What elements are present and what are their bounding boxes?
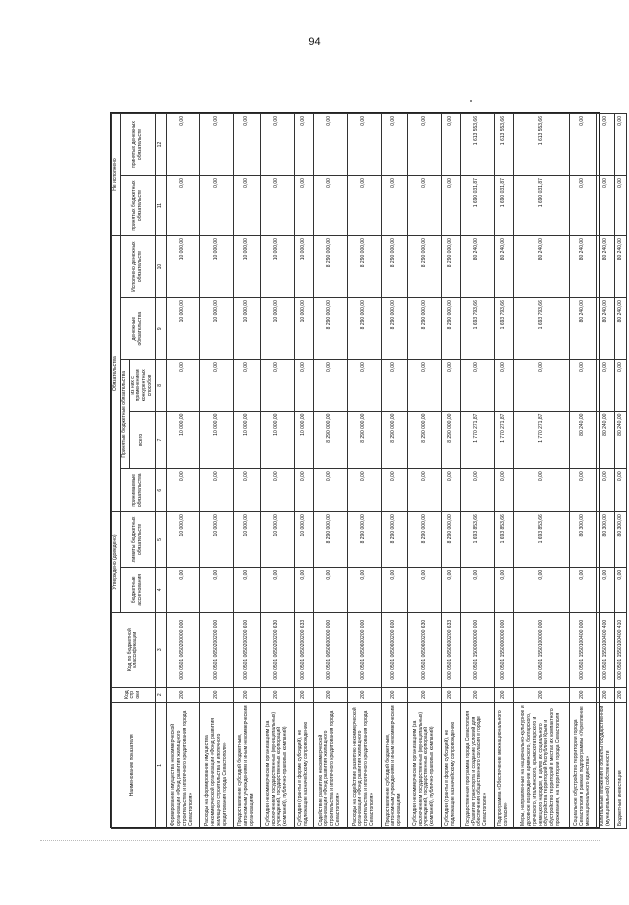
row-value-cell: 80 240,00	[494, 236, 513, 298]
table-row	[313, 114, 347, 829]
row-value-cell: 0,00	[294, 360, 313, 411]
header-approved: Утверждено (доведено)	[112, 512, 121, 613]
row-name-cell: Субсидии (гранты в форме субсидий), не подлежащие казначейскому сопровождению	[294, 702, 313, 828]
row-value-cell: 10 000,00	[200, 236, 234, 298]
row-value-cell: 1 690 031,87	[460, 176, 494, 236]
report-table-frame	[110, 112, 623, 828]
column-index-cell: 8	[155, 360, 166, 411]
row-value-cell: 0,00	[313, 114, 347, 176]
row-value-cell: 1 770 271,87	[494, 411, 513, 469]
rotated-table-container	[111, 113, 623, 829]
row-value-cell: 0,00	[347, 114, 381, 176]
row-value-cell: 80 300,00	[570, 512, 596, 568]
table-body	[166, 114, 627, 829]
row-value-cell: 0,00	[570, 114, 596, 176]
row-kbk-cell: 000 0501 1550100400 400	[596, 612, 615, 687]
table-row	[200, 114, 234, 829]
header-unfulfilled-monetary: принятых денежных обязательств	[120, 114, 155, 176]
row-value-cell: 80 240,00	[570, 411, 596, 469]
row-code-cell: 200	[166, 687, 200, 702]
row-value-cell: 0,00	[166, 360, 200, 411]
header-obligations: Обязательства	[112, 236, 121, 512]
row-code-cell: 200	[460, 687, 494, 702]
row-value-cell: 8 290 000,00	[407, 236, 441, 298]
row-value-cell: 0,00	[407, 114, 441, 176]
row-value-cell: 0,00	[347, 469, 381, 512]
row-value-cell: 0,00	[441, 360, 460, 411]
row-value-cell: 8 290 000,00	[441, 298, 460, 360]
header-limits: лимиты бюджетных обязательств	[120, 512, 155, 568]
row-value-cell: 0,00	[615, 567, 627, 612]
row-value-cell: 1 613 553,66	[494, 114, 513, 176]
row-value-cell: 10 000,00	[166, 512, 200, 568]
row-code-cell: 200	[234, 687, 260, 702]
row-value-cell: 10 000,00	[234, 236, 260, 298]
row-kbk-cell: 000 0501 0650200200 600	[234, 612, 260, 687]
row-value-cell: 10 000,00	[166, 411, 200, 469]
row-value-cell: 8 290 000,00	[313, 411, 347, 469]
row-value-cell: 0,00	[200, 360, 234, 411]
row-value-cell: 80 240,00	[596, 411, 615, 469]
header-fulfilled: Исполнено денежных обязательств	[120, 236, 155, 298]
row-value-cell: 0,00	[460, 360, 494, 411]
row-value-cell: 0,00	[200, 567, 234, 612]
row-value-cell: 0,00	[596, 360, 615, 411]
row-value-cell: 8 290 000,00	[347, 236, 381, 298]
row-value-cell: 0,00	[381, 114, 407, 176]
row-kbk-cell: 000 0501 0650600000 000	[313, 612, 347, 687]
row-value-cell: 0,00	[166, 567, 200, 612]
row-value-cell: 0,00	[313, 176, 347, 236]
row-value-cell: 1 693 853,66	[494, 512, 513, 568]
page-bottom-rule	[40, 840, 600, 841]
header-unfulfilled: Не исполнено	[112, 114, 121, 236]
row-name-cell: Государственная программа города Севастополя «Развитие транспорта и создание условий для обеспечения общественного согласия в городе Севастополе»	[460, 702, 494, 828]
row-value-cell: 0,00	[260, 176, 294, 236]
row-name-cell: Подпрограмма «Обеспечение межнационального согласия»	[494, 702, 513, 828]
row-code-cell: 200	[347, 687, 381, 702]
row-value-cell: 10 000,00	[260, 298, 294, 360]
column-index-row	[155, 114, 166, 829]
row-value-cell: 8 290 000,00	[313, 298, 347, 360]
row-value-cell: 80 240,00	[596, 236, 615, 298]
row-value-cell: 0,00	[260, 360, 294, 411]
row-value-cell: 10 000,00	[234, 411, 260, 469]
row-value-cell: 10 000,00	[294, 512, 313, 568]
row-value-cell: 0,00	[615, 469, 627, 512]
row-value-cell: 10 000,00	[294, 411, 313, 469]
row-value-cell: 1 693 793,66	[513, 298, 569, 360]
row-value-cell: 80 240,00	[570, 298, 596, 360]
column-index-cell: 4	[155, 567, 166, 612]
row-value-cell: 0,00	[407, 360, 441, 411]
column-index-cell: 10	[155, 236, 166, 298]
row-kbk-cell: 000 0501 0650200200 000	[200, 612, 234, 687]
table-row	[381, 114, 407, 829]
row-value-cell: 8 290 000,00	[381, 512, 407, 568]
row-code-cell: 200	[407, 687, 441, 702]
row-kbk-cell: 000 0501 0650600200 630	[407, 612, 441, 687]
row-value-cell: 0,00	[294, 567, 313, 612]
header-code-budget: Код по бюджетной классификации	[112, 612, 156, 687]
row-value-cell: 8 290 000,00	[381, 298, 407, 360]
row-value-cell: 8 290 000,00	[381, 236, 407, 298]
row-value-cell: 10 000,00	[200, 512, 234, 568]
header-monetary: денежные обязательства	[120, 298, 155, 360]
row-value-cell: 1 693 853,66	[460, 512, 494, 568]
row-value-cell: 0,00	[407, 469, 441, 512]
table-row	[513, 114, 569, 829]
row-value-cell: 0,00	[570, 360, 596, 411]
row-value-cell: 0,00	[441, 469, 460, 512]
row-value-cell: 0,00	[294, 176, 313, 236]
row-value-cell: 0,00	[460, 567, 494, 612]
row-value-cell: 0,00	[513, 567, 569, 612]
table-header	[112, 114, 167, 829]
row-value-cell: 10 000,00	[200, 298, 234, 360]
row-kbk-cell: 000 0501 0650600200 633	[441, 612, 460, 687]
row-value-cell: 0,00	[460, 469, 494, 512]
row-value-cell: 0,00	[615, 176, 627, 236]
table-row	[615, 114, 627, 829]
column-index-cell: 9	[155, 298, 166, 360]
budget-execution-table	[111, 113, 627, 829]
row-value-cell: 80 300,00	[615, 512, 627, 568]
row-value-cell: 0,00	[494, 469, 513, 512]
column-index-cell: 12	[155, 114, 166, 176]
row-code-cell: 200	[596, 687, 615, 702]
row-code-cell: 200	[441, 687, 460, 702]
row-value-cell: 1 693 853,66	[513, 512, 569, 568]
row-value-cell: 0,00	[570, 567, 596, 612]
row-value-cell: 0,00	[200, 176, 234, 236]
row-value-cell: 0,00	[347, 176, 381, 236]
row-value-cell: 0,00	[615, 360, 627, 411]
row-value-cell: 0,00	[615, 114, 627, 176]
row-name-cell: Расходы на формирование имущества некоммерческой организации «Фонд развития жилищного строительства и ипотечного кредитования города Севастополя»	[200, 702, 234, 828]
row-value-cell: 0,00	[166, 469, 200, 512]
row-name-cell: Субсидии (гранты в форме субсидий), не подлежащие казначейскому сопровождению	[441, 702, 460, 828]
row-value-cell: 10 000,00	[166, 236, 200, 298]
row-value-cell: 0,00	[513, 469, 569, 512]
row-value-cell: 0,00	[166, 176, 200, 236]
row-value-cell: 1 693 793,66	[460, 298, 494, 360]
row-value-cell: 8 290 000,00	[347, 411, 381, 469]
row-value-cell: 10 000,00	[234, 298, 260, 360]
row-name-cell: Бюджетные инвестиции	[615, 702, 627, 828]
table-row	[234, 114, 260, 829]
header-name: Наименование показателя	[112, 702, 156, 828]
row-value-cell: 8 290 000,00	[441, 512, 460, 568]
row-value-cell: 8 290 000,00	[407, 411, 441, 469]
row-value-cell: 80 240,00	[615, 411, 627, 469]
row-value-cell: 10 000,00	[260, 236, 294, 298]
header-budget-alloc: бюджетные ассигнования	[120, 567, 155, 612]
row-value-cell: 80 240,00	[615, 236, 627, 298]
row-value-cell: 10 000,00	[200, 411, 234, 469]
column-index-cell: 6	[155, 469, 166, 512]
row-value-cell: 0,00	[260, 469, 294, 512]
row-value-cell: 0,00	[347, 567, 381, 612]
row-value-cell: 0,00	[381, 567, 407, 612]
row-value-cell: 10 000,00	[294, 236, 313, 298]
row-kbk-cell: 000 0501 1500000000 000	[460, 612, 494, 687]
row-value-cell: 10 000,00	[166, 298, 200, 360]
row-value-cell: 0,00	[441, 114, 460, 176]
row-value-cell: 0,00	[234, 176, 260, 236]
row-value-cell: 0,00	[381, 176, 407, 236]
row-value-cell: 80 240,00	[596, 298, 615, 360]
row-value-cell: 0,00	[294, 469, 313, 512]
row-name-cell: Предоставление субсидий бюджетным, автономным учреждениям и иным некоммерческим организациям	[234, 702, 260, 828]
row-code-cell: 200	[381, 687, 407, 702]
row-kbk-cell: 000 0501 1550100400 410	[615, 612, 627, 687]
table-row	[596, 114, 615, 829]
row-value-cell: 1 690 031,87	[494, 176, 513, 236]
table-row	[494, 114, 513, 829]
row-value-cell: 1 613 553,66	[460, 114, 494, 176]
row-value-cell: 0,00	[200, 469, 234, 512]
row-value-cell: 80 240,00	[513, 236, 569, 298]
table-row	[294, 114, 313, 829]
row-value-cell: 0,00	[596, 176, 615, 236]
column-index-cell: 7	[155, 411, 166, 469]
row-value-cell: 8 290 000,00	[407, 512, 441, 568]
row-value-cell: 8 290 000,00	[313, 512, 347, 568]
row-value-cell: 8 290 000,00	[347, 512, 381, 568]
row-value-cell: 1 693 793,66	[494, 298, 513, 360]
row-kbk-cell: 000 0501 1550100400 000	[570, 612, 596, 687]
row-kbk-cell: 000 0501 0650600200 600	[381, 612, 407, 687]
row-name-cell: Капитальные вложения в объекты государственной (муниципальной) собственности	[596, 702, 615, 828]
row-value-cell: 80 240,00	[570, 236, 596, 298]
row-code-cell: 200	[615, 687, 627, 702]
row-value-cell: 0,00	[166, 114, 200, 176]
row-value-cell: 0,00	[441, 567, 460, 612]
table-row	[460, 114, 494, 829]
row-value-cell: 0,00	[347, 360, 381, 411]
row-value-cell: 1 613 553,66	[513, 114, 569, 176]
header-accepted-total: всего	[129, 411, 155, 469]
row-value-cell: 1 770 271,87	[460, 411, 494, 469]
row-value-cell: 0,00	[570, 176, 596, 236]
table-row	[570, 114, 596, 829]
row-name-cell: Субсидии некоммерческим организациям (за исключением государственных (муниципальных) учреждений, государственных корпораций (компаний), публично-правовых компаний)	[407, 702, 441, 828]
row-value-cell: 0,00	[494, 567, 513, 612]
row-value-cell: 1 690 031,87	[513, 176, 569, 236]
row-value-cell: 8 290 000,00	[441, 236, 460, 298]
row-code-cell: 200	[513, 687, 569, 702]
row-name-cell: Формирование имущества некоммерческой организации «Фонд развития жилищного строительства и ипотечного кредитования города Севастополя»	[166, 702, 200, 828]
header-accepted-competitive: из них с применением конкурентных способов	[129, 360, 155, 411]
row-kbk-cell: 000 0501 0650200200 630	[260, 612, 294, 687]
row-kbk-cell: 000 0501 0650200200 633	[294, 612, 313, 687]
row-value-cell: 10 000,00	[234, 512, 260, 568]
row-name-cell: Содействие развитию некоммерческой организации «Фонд развития жилищного строительства и ипотечного кредитования города Севастополя»	[313, 702, 347, 828]
row-value-cell: 80 300,00	[596, 512, 615, 568]
row-value-cell: 0,00	[234, 567, 260, 612]
row-value-cell: 0,00	[234, 360, 260, 411]
row-value-cell: 8 290 000,00	[441, 411, 460, 469]
row-value-cell: 0,00	[570, 469, 596, 512]
row-value-cell: 0,00	[260, 567, 294, 612]
header-accepted-obl: принимаемые обязательства	[120, 469, 155, 512]
row-value-cell: 0,00	[596, 114, 615, 176]
row-code-cell: 200	[494, 687, 513, 702]
row-value-cell: 8 290 000,00	[347, 298, 381, 360]
row-value-cell: 10 000,00	[294, 298, 313, 360]
table-row	[407, 114, 441, 829]
row-code-cell: 200	[313, 687, 347, 702]
row-value-cell: 10 000,00	[260, 411, 294, 469]
row-value-cell: 0,00	[313, 360, 347, 411]
row-value-cell: 0,00	[441, 176, 460, 236]
row-code-cell: 200	[294, 687, 313, 702]
row-value-cell: 8 290 000,00	[407, 298, 441, 360]
row-name-cell: Субсидии некоммерческим организациям (за исключением государственных (муниципальных) учреждений, государственных корпораций (компаний), публично-правовых компаний)	[260, 702, 294, 828]
row-value-cell: 0,00	[294, 114, 313, 176]
row-value-cell: 0,00	[596, 567, 615, 612]
row-code-cell: 200	[570, 687, 596, 702]
header-accepted-budget: Принятые бюджетные обязательства	[120, 360, 129, 469]
scan-artifact	[470, 100, 472, 102]
row-value-cell: 0,00	[494, 360, 513, 411]
row-value-cell: 8 290 000,00	[313, 236, 347, 298]
row-value-cell: 0,00	[407, 567, 441, 612]
row-kbk-cell: 000 0501 1550100000 000	[513, 612, 569, 687]
row-kbk-cell: 000 0501 1550000000 000	[494, 612, 513, 687]
row-value-cell: 0,00	[407, 176, 441, 236]
row-value-cell: 0,00	[313, 469, 347, 512]
row-value-cell: 0,00	[513, 360, 569, 411]
row-kbk-cell: 000 0501 0650200000 000	[166, 612, 200, 687]
table-row	[260, 114, 294, 829]
row-name-cell: Расходы на содействие развитию некоммерческой организации «Фонд развития жилищного строительства и ипотечного кредитования города Севастополя»	[347, 702, 381, 828]
page-number: 94	[308, 36, 321, 48]
row-kbk-cell: 000 0501 0650600200 000	[347, 612, 381, 687]
table-row	[347, 114, 381, 829]
table-row	[166, 114, 200, 829]
row-value-cell: 1 770 271,87	[513, 411, 569, 469]
table-row	[441, 114, 460, 829]
column-index-cell: 11	[155, 176, 166, 236]
header-unfulfilled-budget: принятых бюджетных обязательств	[120, 176, 155, 236]
row-value-cell: 0,00	[596, 469, 615, 512]
row-name-cell: Меры, направленные на национально-культурное и духовное возрождение армянского, болгарского, греческого, итальянского, крымскотатарского и немецкого народов, в целях их социального обустройства территорий Республики Крым и обустройство территорий в местах их компактного проживания, на территории города Севастополя	[513, 702, 569, 828]
row-name-cell: Социальное обустройство территории города Севастополя в рамках подпрограммы «Укрепление межнационального единства»	[570, 702, 596, 828]
row-code-cell: 200	[200, 687, 234, 702]
row-value-cell: 80 240,00	[615, 298, 627, 360]
row-value-cell: 0,00	[234, 469, 260, 512]
column-index-cell: 2	[155, 687, 166, 702]
row-value-cell: 0,00	[381, 469, 407, 512]
row-value-cell: 0,00	[313, 567, 347, 612]
row-value-cell: 0,00	[381, 360, 407, 411]
row-name-cell: Предоставление субсидий бюджетным, автономным учреждениям и иным некоммерческим организациям	[381, 702, 407, 828]
column-index-cell: 1	[155, 702, 166, 828]
column-index-cell: 5	[155, 512, 166, 568]
row-value-cell: 0,00	[260, 114, 294, 176]
row-value-cell: 0,00	[234, 114, 260, 176]
row-value-cell: 80 240,00	[460, 236, 494, 298]
row-code-cell: 200	[260, 687, 294, 702]
row-value-cell: 0,00	[200, 114, 234, 176]
column-index-cell: 3	[155, 612, 166, 687]
header-code-row: Код строки	[112, 687, 156, 702]
row-value-cell: 10 000,00	[260, 512, 294, 568]
row-value-cell: 8 290 000,00	[381, 411, 407, 469]
